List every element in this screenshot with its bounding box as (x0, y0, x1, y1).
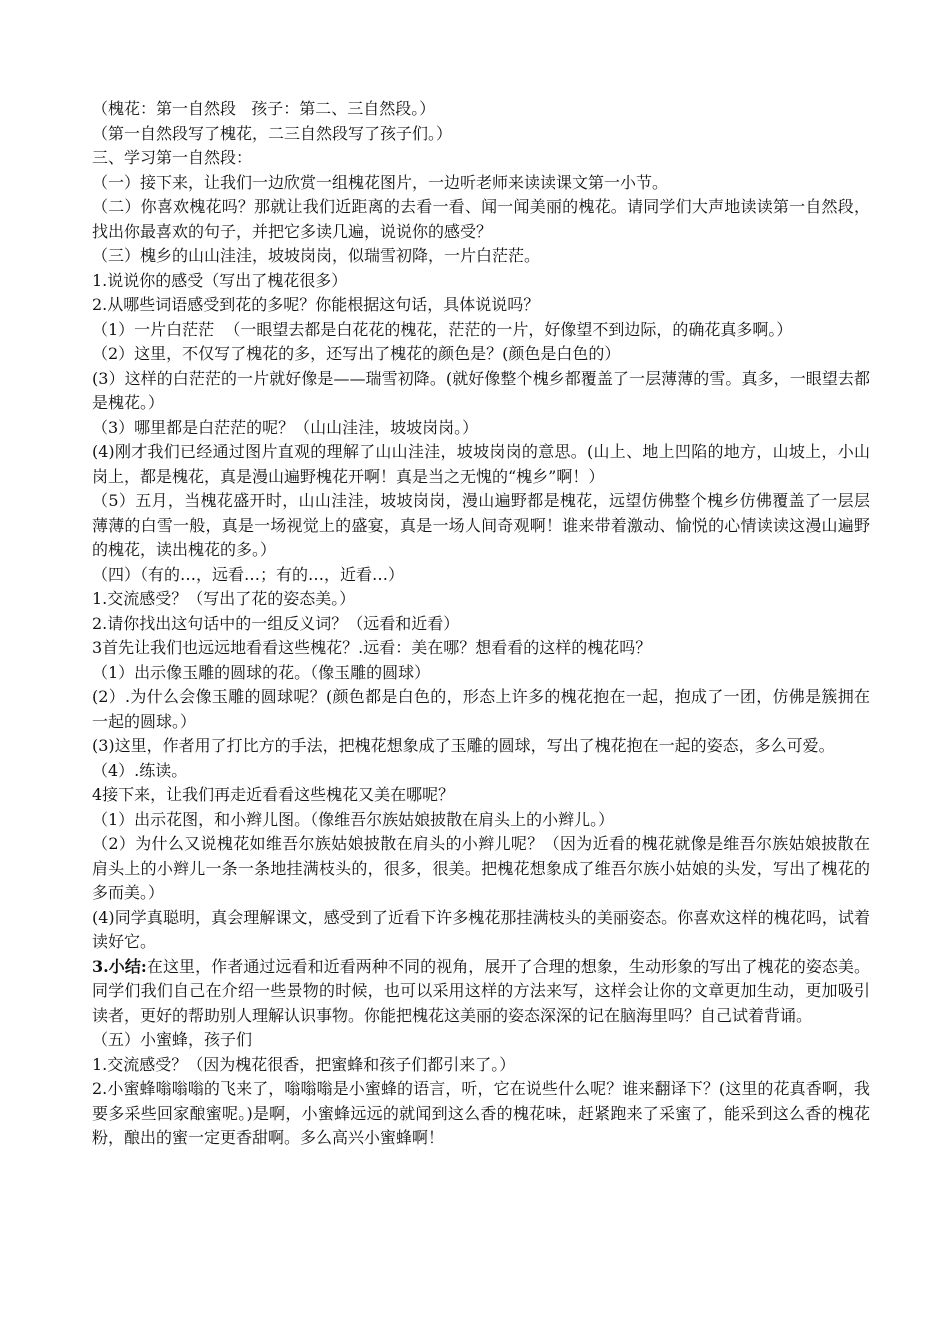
paragraph: (4)刚才我们已经通过图片直观的理解了山山洼洼，坡坡岗岗的意思。(山上、地上凹陷的地方，山坡上，小山岗上，都是槐花，真是漫山遍野槐花开啊！真是当之无愧的“槐乡”啊！） (92, 442, 870, 486)
paragraph: （槐花：第一自然段 孩子：第二、三自然段。） (92, 99, 436, 118)
paragraph: （1）一片白茫茫 （一眼望去都是白花花的槐花，茫茫的一片，好像望不到边际，的确花真多啊。） (92, 319, 793, 339)
paragraph: 1.交流感受？（因为槐花很香，把蜜蜂和孩子们都引来了。） (92, 1054, 516, 1074)
paragraph: （一）接下来，让我们一边欣赏一组槐花图片，一边听老师来读读课文第一小节。 (92, 172, 669, 192)
summary-paragraph (92, 955, 870, 1029)
paragraph: 2.从哪些词语感受到花的多呢？你能根据这句话，具体说说吗？ (92, 295, 540, 314)
section-heading: 三、学习第一自然段： (92, 148, 253, 167)
paragraph: (4)同学真聪明，真会理解课文，感受到了近看下许多槐花那挂满枝头的美丽姿态。你喜欢这样的槐花吗，试着读好它。 (92, 907, 870, 951)
paragraph: （2）为什么又说槐花如维吾尔族姑娘披散在肩头的小辫儿呢？（因为近看的槐花就像是维吾尔族姑娘披散在肩头上的小辫儿一条一条地挂满枝头的，很多，很美。把槐花想象成了维吾尔族小姑娘的头发，写出了槐花的多而美。） (92, 834, 870, 902)
paragraph: （五）小蜜蜂，孩子们 (92, 1030, 253, 1049)
paragraph: （二）你喜欢槐花吗？那就让我们近距离的去看一看、闻一闻美丽的槐花。请同学们大声地读读第一自然段，找出你最喜欢的句子，并把它多读几遍，说说你的感受？ (92, 197, 870, 241)
paragraph: (3）这样的白茫茫的一片就好像是——瑞雪初降。(就好像整个槐乡都覆盖了一层薄薄的雪。真多，一眼望去都是槐花。） (92, 368, 870, 412)
paragraph: 1.交流感受？（写出了花的姿态美。） (92, 589, 356, 608)
summary-text: 在这里，作者通过远看和近看两种不同的视角，展开了合理的想象，生动形象的写出了槐花的姿态美。同学们我们自己在介绍一些景物的时候，也可以采用这样的方法来写，这样会让你的文章更加生动，更加吸引读者，更好的帮助别人理解认识事物。你能把槐花这美丽的姿态深深的记在脑海里吗？自己试着背诵。 (92, 956, 870, 1025)
paragraph: （5）五月，当槐花盛开时，山山洼洼，坡坡岗岗，漫山遍野都是槐花，远望仿佛整个槐乡仿佛覆盖了一层层薄薄的白雪一般，真是一场视觉上的盛宴，真是一场人间奇观啊！谁来带着激动、愉悦的心情读读这漫山遍野的槐花，读出槐花的多。） (92, 491, 870, 559)
paragraph: 1.说说你的感受（写出了槐花很多） (92, 270, 348, 290)
paragraph: （1）出示像玉雕的圆球的花。（像玉雕的圆球） (92, 662, 431, 682)
paragraph: （四）（有的…，远看…；有的…，近看…） (92, 564, 405, 584)
paragraph: （1）出示花图，和小辫儿图。（像维吾尔族姑娘披散在肩头上的小辫儿。） (92, 809, 615, 829)
paragraph: 3首先让我们也远远地看看这些槐花？.远看：美在哪？想看看的这样的槐花吗？ (92, 638, 652, 657)
paragraph: (3)这里，作者用了打比方的手法，把槐花想象成了玉雕的圆球，写出了槐花抱在一起的姿态，多么可爱。 (92, 736, 835, 755)
paragraph: （三）槐乡的山山洼洼，坡坡岗岗，似瑞雪初降，一片白茫茫。 (92, 246, 541, 265)
paragraph: 2.小蜜蜂嗡嗡嗡的飞来了，嗡嗡嗡是小蜜蜂的语言，听，它在说些什么呢？谁来翻译下？(这里的花真香啊，我要多采些回家酿蜜呢。)是啊，小蜜蜂远远的就闻到这么香的槐花味，赶紧跑来了采蜜了，能采到这么香的槐花粉，酿出的蜜一定更香甜啊。多么高兴小蜜蜂啊！ (92, 1079, 870, 1147)
paragraph: 4接下来，让我们再走近看看这些槐花又美在哪呢？ (92, 785, 455, 804)
paragraph: （4）.练读。 (92, 760, 188, 780)
paragraph: (2）.为什么会像玉雕的圆球呢？(颜色都是白色的，形态上许多的槐花抱在一起，抱成了一团，仿佛是簇拥在一起的圆球。） (92, 687, 870, 731)
summary-label: 3.小结: (92, 956, 147, 976)
paragraph: 2.请你找出这句话中的一组反义词？（远看和近看） (92, 613, 460, 633)
paragraph: （第一自然段写了槐花，二三自然段写了孩子们。） (92, 123, 453, 143)
paragraph: （3）哪里都是白茫茫的呢？（山山洼洼，坡坡岗岗。） (92, 417, 479, 437)
paragraph: （2）这里，不仅写了槐花的多，还写出了槐花的颜色是？(颜色是白色的） (92, 344, 621, 363)
